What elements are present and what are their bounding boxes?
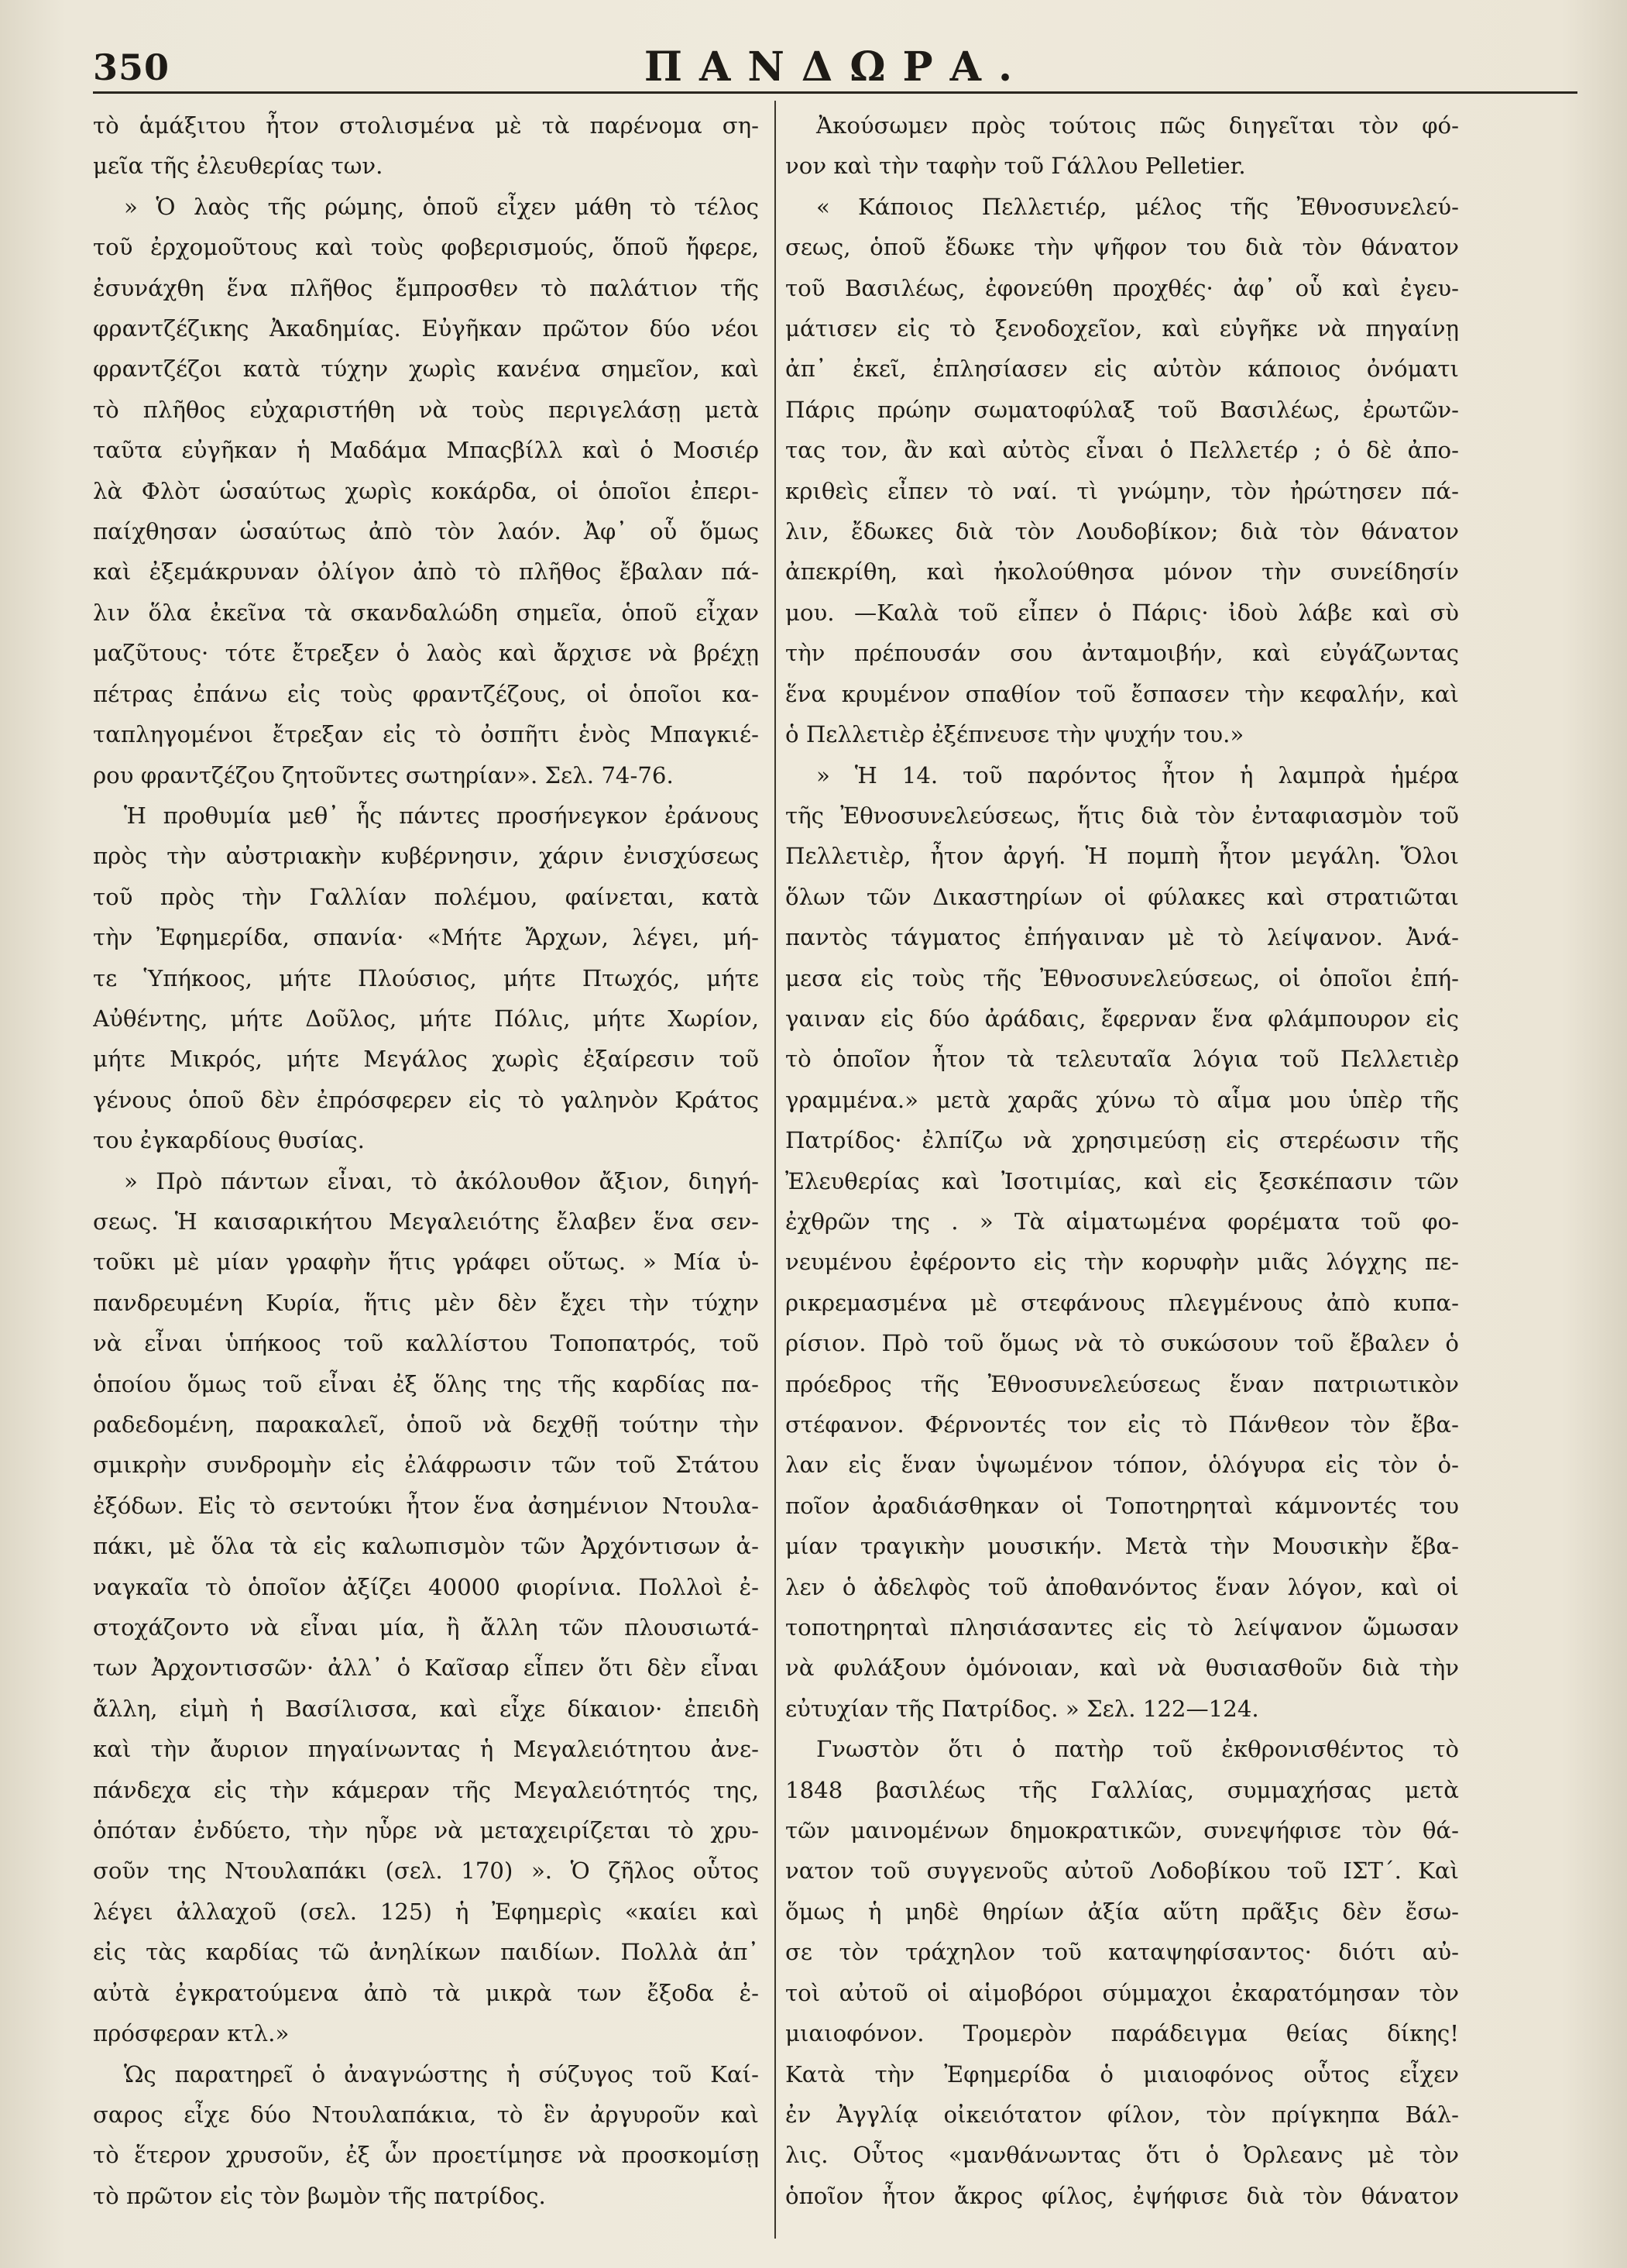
text-line: πέτρας ἐπάνω εἰς τοὺς φραντζέζους, οἱ ὁποῖοι κα- [93, 680, 759, 707]
text-line: λις. Οὗτος «μανθάνωντας ὅτι ὁ Ὀρλεανς μὲ τὸν [785, 2142, 1459, 2169]
text-line: τὸ ὁποῖον ἦτον τὰ τελευταῖα λόγια τοῦ Πελλετιὲρ [785, 1046, 1459, 1073]
text-line: Ὡς παρατηρεῖ ὁ ἀναγνώστης ἡ σύζυγος τοῦ Καί- [124, 2060, 759, 2088]
text-line: μήτε Μικρός, μήτε Μεγάλος χωρὶς ἐξαίρεσιν τοῦ [93, 1046, 759, 1073]
text-line: ναγκαῖα τὸ ὁποῖον ἀξίζει 40000 φιορίνια. Πολλοὶ ἐ- [93, 1573, 759, 1600]
header-rule [93, 91, 1577, 94]
text-line: τὸ πλῆθος εὐχαριστήθη νὰ τοὺς περιγελάσῃ μετὰ [93, 396, 759, 423]
text-line: σε τὸν τράχηλον τοῦ καταψηφίσαντος· διότι αὐ- [785, 1939, 1459, 1966]
text-line: ἐξόδων. Εἰς τὸ σεντούκι ἦτον ἕνα ἀσημένιον Ντουλα- [93, 1492, 759, 1519]
text-line: τῶν μαινομένων δημοκρατικῶν, συνεψήφισε τὸν θά- [785, 1817, 1459, 1844]
text-line: ὁποίου ὅμως τοῦ εἶναι ἐξ ὅλης της τῆς καρδίας πα- [93, 1370, 759, 1397]
text-line: σμικρὴν συνδρομὴν εἰς ἐλάφρωσιν τῶν τοῦ Στάτου [93, 1452, 759, 1479]
text-line: ἀπεκρίθη, καὶ ἠκολούθησα μόνον τὴν συνείδησίν [785, 558, 1459, 586]
text-line: Πελλετιὲρ, ἦτον ἀργή. Ἡ πομπὴ ἦτον μεγάλη. Ὅλοι [785, 843, 1459, 870]
text-line: Αὐθέντης, μήτε Δοῦλος, μήτε Πόλις, μήτε Χωρίον, [93, 1005, 759, 1032]
text-line: γένους ὁποῦ δὲν ἐπρόσφερεν εἰς τὸ γαληνὸν Κράτος [93, 1086, 759, 1113]
text-line: 1848 βασιλέως τῆς Γαλλίας, συμμαχήσας μετὰ [785, 1776, 1459, 1803]
text-line: τοῦ Βασιλέως, ἐφονεύθη προχθές· ἀφ᾽ οὗ καὶ ἐγευ- [785, 274, 1459, 301]
text-line: νὰ εἶναι ὑπήκοος τοῦ καλλίστου Τοποπατρός, τοῦ [93, 1330, 759, 1357]
text-line: « Κάποιος Πελλετιέρ, μέλος τῆς Ἐθνοσυνελεύ- [816, 193, 1459, 220]
text-line: γραμμένα.» μετὰ χαρᾶς χύνω τὸ αἷμα μου ὑπὲρ τῆς [785, 1086, 1459, 1113]
text-line: Κατὰ τὴν Ἐφημερίδα ὁ μιαιοφόνος οὗτος εἶχεν [785, 2060, 1459, 2088]
text-line: ραδεδομένη, παρακαλεῖ, ὁποῦ νὰ δεχθῇ τούτην τὴν [93, 1411, 759, 1438]
text-line: παίχθησαν ὡσαύτως ἀπὸ τὸν λαόν. Ἀφ᾽ οὗ ὅμως [93, 518, 759, 545]
text-line: ὁποῖον ἦτον ἄκρος φίλος, ἐψήφισε διὰ τὸν θάνατον [785, 2182, 1459, 2209]
left-column [93, 105, 759, 2216]
text-line: σοῦν της Ντουλαπάκι (σελ. 170) ». Ὁ ζῆλος οὗτος [93, 1857, 759, 1885]
text-line: μου. —Καλὰ τοῦ εἶπεν ὁ Πάρις· ἰδοὺ λάβε καὶ σὺ [785, 599, 1459, 626]
text-line: λιν ὅλα ἐκεῖνα τὰ σκανδαλώδη σημεῖα, ὁποῦ εἶχαν [93, 599, 759, 626]
text-line: φραντζέζοι κατὰ τύχην χωρὶς κανένα σημεῖον, καὶ [93, 356, 759, 383]
text-line: » Ὁ λαὸς τῆς ρώμης, ὁποῦ εἶχεν μάθη τὸ τέλος [124, 193, 759, 220]
text-line: νον καὶ τὴν ταφὴν τοῦ Γάλλου Pelletier. [785, 153, 1246, 180]
text-line: τὸ ἁμάξιτου ἦτον στολισμένα μὲ τὰ παρένομα ση- [93, 112, 759, 139]
text-line: τὸ πρῶτον εἰς τὸν βωμὸν τῆς πατρίδος. [93, 2182, 546, 2209]
text-line: κριθεὶς εἶπεν τὸ ναί. τὶ γνώμην, τὸν ἠρώτησεν πά- [785, 477, 1459, 504]
text-line: » Πρὸ πάντων εἶναι, τὸ ἀκόλουθον ἄξιον, διηγή- [124, 1167, 759, 1194]
text-line: αὐτὰ ἐγκρατούμενα ἀπὸ τὰ μικρὰ των ἔξοδα ἐ- [93, 1979, 759, 2006]
text-line: Γνωστὸν ὅτι ὁ πατὴρ τοῦ ἐκθρονισθέντος τὸ [816, 1736, 1459, 1763]
right-column [785, 105, 1459, 2216]
text-line: σαρος εἶχε δύο Ντουλαπάκια, τὸ ἓν ἀργυροῦν καὶ [93, 2101, 759, 2128]
text-line: ἐχθρῶν της . » Τὰ αἱματωμένα φορέματα τοῦ φο- [785, 1208, 1459, 1235]
text-line: πρὸς τὴν αὐστριακὴν κυβέρνησιν, χάριν ἐνισχύσεως [93, 843, 759, 870]
text-line: εὐτυχίαν τῆς Πατρίδος. » Σελ. 122—124. [785, 1695, 1259, 1722]
text-line: ἄλλη, εἰμὴ ἡ Βασίλισσα, καὶ εἶχε δίκαιον· ἐπειδὴ [93, 1695, 759, 1722]
text-line: τὴν Ἐφημερίδα, σπανία· «Μήτε Ἄρχων, λέγει, μή- [93, 924, 759, 951]
text-line: στέφανον. Φέρνοντές τον εἰς τὸ Πάνθεον τὸν ἔβα- [785, 1411, 1459, 1438]
column-divider [774, 101, 776, 2239]
text-line: σεως. Ἡ καισαρικήτου Μεγαλειότης ἔλαβεν ἕνα σεν- [93, 1208, 759, 1235]
text-line: τοῦ ἐρχομοῦτους καὶ τοὺς φοβερισμούς, ὅποῦ ἤφερε, [93, 234, 759, 261]
text-line: λὰ Φλὸτ ὡσαύτως χωρὶς κοκάρδα, οἱ ὁποῖοι ἐπερι- [93, 477, 759, 504]
text-line: ἕνα κρυμένον σπαθίον τοῦ ἔσπασεν τὴν κεφαλήν, καὶ [785, 680, 1459, 707]
text-line: Πάρις πρώην σωματοφύλαξ τοῦ Βασιλέως, ἐρωτῶν- [785, 396, 1459, 423]
text-line: ὅλων τῶν Δικαστηρίων οἱ φύλακες καὶ στρατιῶται [785, 883, 1459, 910]
text-line: πρόσφεραν κτλ.» [93, 2020, 290, 2047]
text-line: τὴν πρέπουσάν σου ἀνταμοιβήν, καὶ εὐγάζωντας [785, 640, 1459, 667]
text-line: μεῖα τῆς ἐλευθερίας των. [93, 153, 383, 180]
text-line: νατον τοῦ συγγενοῦς αὐτοῦ Λοδοβίκου τοῦ ΙΣΤ΄. Καὶ [785, 1857, 1459, 1885]
text-line: μίαν τραγικὴν μουσικήν. Μετὰ τὴν Μουσικὴν ἔβα- [785, 1533, 1459, 1560]
text-line: ὅμως ἡ μηδὲ θηρίων ἀξία αὕτη πρᾶξις δὲν ἔσω- [785, 1898, 1459, 1925]
text-line: πρόεδρος τῆς Ἐθνοσυνελεύσεως ἕναν πατριωτικὸν [785, 1370, 1459, 1397]
text-line: λέγει ἀλλαχοῦ (σελ. 125) ἡ Ἐφημερὶς «καίει καὶ [93, 1898, 759, 1925]
text-line: νὰ φυλάξουν ὁμόνοιαν, καὶ νὰ θυσιασθοῦν διὰ τὴν [785, 1655, 1459, 1682]
text-line: καὶ τὴν ἄυριον πηγαίνωντας ἡ Μεγαλειότητου ἀνε- [93, 1736, 759, 1763]
text-line: ρικρεμασμένα μὲ στεφάνους πλεγμένους ἀπὸ κυπα- [785, 1289, 1459, 1316]
text-line: στοχάζοντο νὰ εἶναι μία, ἢ ἄλλη τῶν πλουσιωτά- [93, 1614, 759, 1641]
text-line: λεν ὁ ἀδελφὸς τοῦ ἀποθανόντος ἕναν λόγον, καὶ οἱ [785, 1573, 1459, 1600]
text-line: γαιναν εἰς δύο ἀράδαις, ἔφερναν ἕνα φλάμπουρον εἰς [785, 1005, 1459, 1032]
text-line: τοῦ πρὸς τὴν Γαλλίαν πολέμου, φαίνεται, κατὰ [93, 883, 759, 910]
text-line: τοποτηρηταὶ πλησιάσαντες εἰς τὸ λείψανον ὤμωσαν [785, 1614, 1459, 1641]
running-title: ΠΑΝΔΩΡΑ. [644, 43, 1030, 91]
text-line: ταῦτα εὐγῆκαν ἡ Μαδάμα Μπαςβίλλ καὶ ὁ Μοσιέρ [93, 437, 759, 464]
text-line: των Ἀρχοντισσῶν· ἀλλ᾽ ὁ Καῖσαρ εἶπεν ὅτι δὲν εἶναι [93, 1655, 759, 1682]
text-line: παντὸς τάγματος ἐπήγαιναν μὲ τὸ λείψανον. Ἀνά- [785, 924, 1459, 951]
text-line: μεσα εἰς τοὺς τῆς Ἐθνοσυνελεύσεως, οἱ ὁποῖοι ἐπή- [785, 964, 1459, 991]
text-line: » Ἡ 14. τοῦ παρόντος ἦτον ἡ λαμπρὰ ἡμέρα [816, 761, 1459, 789]
text-line: Ἡ προθυμία μεθ᾽ ἧς πάντες προσήνεγκον ἐράνους [124, 802, 759, 829]
text-line: ταπληγομένοι ἔτρεξαν εἰς τὸ ὀσπῆτι ἑνὸς Μπαγκιέ- [93, 721, 759, 748]
text-line: ἐν Ἀγγλίᾳ οἰκειότατον φίλον, τὸν πρίγκηπα Βάλ- [785, 2101, 1459, 2128]
text-line: τας τον, ἂν καὶ αὐτὸς εἶναι ὁ Πελλετέρ ; ὁ δὲ ἀπο- [785, 437, 1459, 464]
text-line: ἀπ᾽ ἐκεῖ, ἐπλησίασεν εἰς αὐτὸν κάποιος ὀνόματι [785, 356, 1459, 383]
text-line: Ἀκούσωμεν πρὸς τούτοις πῶς διηγεῖται τὸν φό- [816, 112, 1459, 139]
text-line: τὸ ἕτερον χρυσοῦν, ἐξ ὧν προετίμησε νὰ προσκομίσῃ [93, 2142, 759, 2169]
text-line: τῆς Ἐθνοσυνελεύσεως, ἥτις διὰ τὸν ἐνταφιασμὸν τοῦ [785, 802, 1459, 829]
page-number: 350 [93, 46, 170, 88]
text-line: τοὶ αὐτοῦ οἱ αἱμοβόροι σύμμαχοι ἐκαρατόμησαν τὸν [785, 1979, 1459, 2006]
text-line: καὶ ἐξεμάκρυναν ὀλίγον ἀπὸ τὸ πλῆθος ἔβαλαν πά- [93, 558, 759, 586]
text-line: μαζῦτους· τότε ἔτρεξεν ὁ λαὸς καὶ ἄρχισε νὰ βρέχῃ [93, 640, 759, 667]
text-line: εἰς τὰς καρδίας τῶ ἀνηλίκων παιδίων. Πολλὰ ἀπ᾽ [93, 1939, 759, 1966]
text-line: ρίσιον. Πρὸ τοῦ ὅμως νὰ τὸ συκώσουν τοῦ ἔβαλεν ὁ [785, 1330, 1459, 1357]
page-header [93, 29, 1581, 99]
text-line: ποῖον ἀραδιάσθηκαν οἱ Τοποτηρηταὶ κάμνοντές του [785, 1492, 1459, 1519]
text-line: τε Ὑπήκοος, μήτε Πλούσιος, μήτε Πτωχός, μήτε [93, 964, 759, 991]
text-line: πανδρευμένη Κυρία, ἥτις μὲν δὲν ἔχει τὴν τύχην [93, 1289, 759, 1316]
text-line: λιν, ἔδωκες διὰ τὸν Λουδοβίκον; διὰ τὸν θάνατον [785, 518, 1459, 545]
text-line: του ἐγκαρδίους θυσίας. [93, 1127, 365, 1154]
text-line: μιαιοφόνον. Τρομερὸν παράδειγμα θείας δίκης! [785, 2020, 1459, 2047]
text-line: νευμένου ἐφέροντο εἰς τὴν κορυφὴν μιᾶς λόγχης πε- [785, 1249, 1459, 1276]
text-line: τοῦκι μὲ μίαν γραφὴν ἥτις γράφει οὕτως. » Μία ὑ- [93, 1249, 759, 1276]
text-line: Ἐλευθερίας καὶ Ἰσοτιμίας, καὶ εἰς ξεσκέπασιν τῶν [785, 1167, 1459, 1194]
text-line: ὁ Πελλετιὲρ ἐξέπνευσε τὴν ψυχήν του.» [785, 721, 1244, 748]
text-line: λαν εἰς ἕναν ὑψωμένον τόπον, ὁλόγυρα εἰς τὸν ὁ- [785, 1452, 1459, 1479]
text-line: φραντζέζικης Ἀκαδημίας. Εὐγῆκαν πρῶτον δύο νέοι [93, 315, 759, 342]
text-line: πάνδεχα εἰς τὴν κάμεραν τῆς Μεγαλειότητός της, [93, 1776, 759, 1803]
text-line: μάτισεν εἰς τὸ ξενοδοχεῖον, καὶ εὐγῆκε νὰ πηγαίνῃ [785, 315, 1459, 342]
text-line: ἐσυνάχθη ἕνα πλῆθος ἔμπροσθεν τὸ παλάτιον τῆς [93, 274, 759, 301]
text-line: Πατρίδος· ἐλπίζω νὰ χρησιμεύσῃ εἰς στερέωσιν τῆς [785, 1127, 1459, 1154]
text-line: πάκι, μὲ ὅλα τὰ εἰς καλωπισμὸν τῶν Ἀρχόντισων ἀ- [93, 1533, 759, 1560]
text-line: σεως, ὁποῦ ἔδωκε τὴν ψῆφον του διὰ τὸν θάνατον [785, 234, 1459, 261]
text-line: ρου φραντζέζου ζητοῦντες σωτηρίαν». Σελ. 74-76. [93, 761, 674, 789]
text-line: ὁπόταν ἐνδύετο, τὴν ηὗρε νὰ μεταχειρίζεται τὸ χρυ- [93, 1817, 759, 1844]
